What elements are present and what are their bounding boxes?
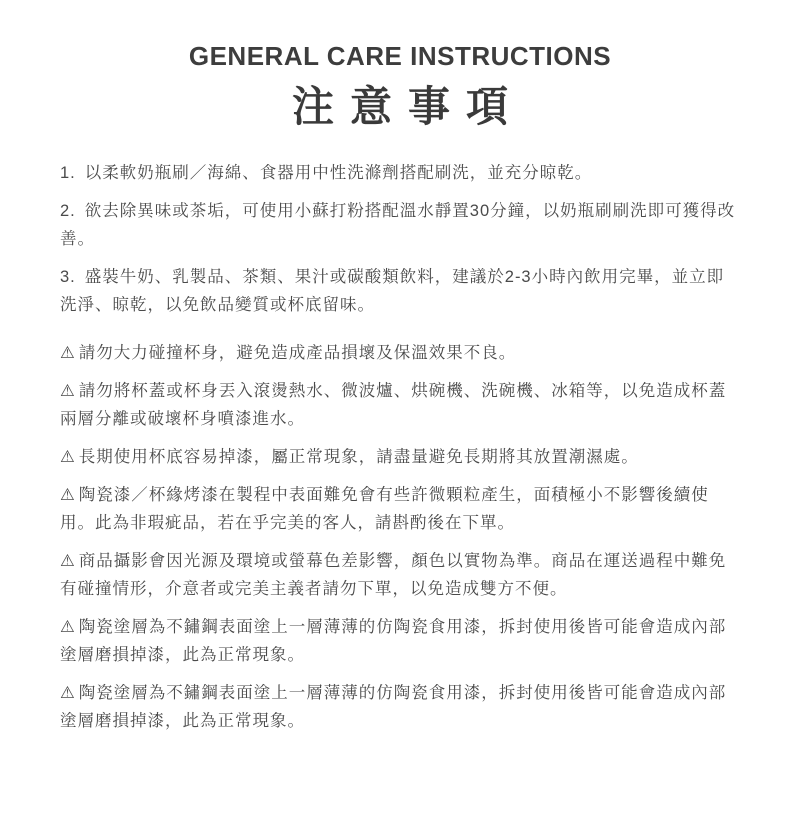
warning-item-3: [60, 443, 740, 471]
instruction-number: 1.: [60, 164, 76, 182]
warning-triangle-icon: ⚠: [60, 618, 76, 636]
instruction-item-3: [60, 263, 740, 319]
warning-text: 陶瓷塗層為不鏽鋼表面塗上一層薄薄的仿陶瓷食用漆，拆封使用後皆可能會造成內部塗層磨損掉漆，此為正常現象。: [60, 684, 727, 730]
warning-triangle-icon: ⚠: [60, 344, 76, 362]
warning-item-5: [60, 547, 740, 603]
instruction-text: 盛裝牛奶、乳製品、茶類、果汁或碳酸類飲料，建議於2-3小時內飲用完畢，並立即洗淨、晾乾，以免飲品變質或杯底留味。: [60, 268, 725, 314]
instruction-number: 2.: [60, 202, 76, 220]
warning-text: 商品攝影會因光源及環境或螢幕色差影響，顏色以實物為準。商品在運送過程中難免有碰撞情形，介意者或完美主義者請勿下單，以免造成雙方不便。: [60, 552, 727, 598]
warning-text: 請勿大力碰撞杯身，避免造成產品損壞及保溫效果不良。: [78, 344, 517, 362]
warning-text: 長期使用杯底容易掉漆，屬正常現象，請盡量避免長期將其放置潮濕處。: [78, 448, 639, 466]
instruction-number: 3.: [60, 268, 76, 286]
warning-triangle-icon: ⚠: [60, 684, 76, 702]
warning-item-4: [60, 481, 740, 537]
warning-item-6: [60, 613, 740, 669]
instruction-text: 欲去除異味或茶垢，可使用小蘇打粉搭配溫水靜置30分鐘，以奶瓶刷刷洗即可獲得改善。: [60, 202, 736, 248]
instruction-text: 以柔軟奶瓶刷／海綿、食器用中性洗滌劑搭配刷洗，並充分晾乾。: [84, 164, 593, 182]
warning-triangle-icon: ⚠: [60, 486, 76, 504]
numbered-instructions-section: [60, 159, 740, 319]
warning-notes-section: [60, 339, 740, 735]
warning-item-2: [60, 377, 740, 433]
warning-item-1: [60, 339, 740, 367]
page-header: [60, 40, 740, 132]
warning-text: 陶瓷塗層為不鏽鋼表面塗上一層薄薄的仿陶瓷食用漆，拆封使用後皆可能會造成內部塗層磨損掉漆，此為正常現象。: [60, 618, 727, 664]
instruction-item-2: [60, 197, 740, 253]
warning-item-7: [60, 679, 740, 735]
page-title-english: GENERAL CARE INSTRUCTIONS: [188, 41, 612, 71]
warning-text: 請勿將杯蓋或杯身丟入滾燙熱水、微波爐、烘碗機、洗碗機、冰箱等，以免造成杯蓋兩層分離或破壞杯身噴漆進水。: [60, 382, 727, 428]
warning-triangle-icon: ⚠: [60, 448, 76, 466]
warning-triangle-icon: ⚠: [60, 382, 76, 400]
warning-text: 陶瓷漆／杯緣烤漆在製程中表面難免會有些許微顆粒產生，面積極小不影響後續使用。此為非瑕疵品，若在乎完美的客人，請斟酌後在下單。: [60, 486, 709, 532]
warning-triangle-icon: ⚠: [60, 552, 76, 570]
page-title-chinese: 注意事項: [291, 83, 524, 130]
care-instructions-page: [0, 40, 800, 840]
instruction-item-1: [60, 159, 740, 187]
